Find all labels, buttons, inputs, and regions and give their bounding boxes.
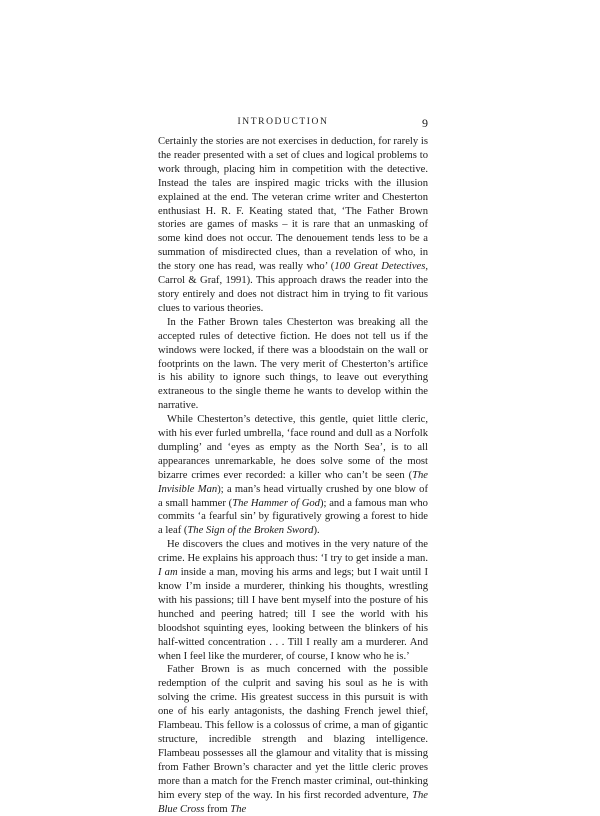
text-run: In the Father Brown tales Chesterton was breaking all the accepted rules of detective fiction. He does not tell us if the windows were locked, if there was a bloodstain on the wall or footprints on the lawn. The very merit of Chesterton’s artifice is his ability to ignore such things, to leave out everything extraneous to the single theme he wants to develop within the narrative. (158, 316, 428, 412)
paragraph-3 (158, 413, 428, 538)
paragraph-4 (158, 538, 428, 663)
body-text (158, 135, 428, 816)
italic-title: The Sign of the Broken Sword (187, 525, 314, 537)
paragraph-2 (158, 316, 428, 413)
text-run: He discovers the clues and motives in the very nature of the crime. He explains his approach thus: ‘I try to get inside a man. (158, 539, 428, 565)
text-run: from (204, 803, 231, 815)
paragraph-1 (158, 135, 428, 316)
text-run: ); a man’s head virtually crushed by one blow of a small hammer ( (158, 483, 428, 509)
italic-title: The Invisible Man (158, 469, 428, 495)
italic-title: The Hammer of God (232, 497, 320, 509)
text-run: Certainly the stories are not exercises in deduction, for rarely is the reader presented with a set of clues and logical problems to work through, placing him in competition with the detective. Instead the tales are inspired magic tricks with the illusion explained at the end. The veteran crime writer and Chesterton enthusiast H. R. F. Keating stated that, ‘The Father Brown stories are games of masks – it is rare that an unmasking of some kind does not occur. The denouement tends less to be a summation of misdirected clues, than a revelation of who, in the story one has read, was really who’ ( (158, 136, 428, 273)
paragraph-5 (158, 663, 428, 816)
text-run: Father Brown is as much concerned with the possible redemption of the culprit and saving his soul as he is with solving the crime. His greatest success in this pursuit is with one of his early antagonists, the dashing French jewel thief, Flambeau. This fellow is a colossus of crime, a man of gigantic structure, incredible strength and blazing intelligence. Flambeau possesses all the glamour and vitality that is missing from Father Brown’s character and yet the little cleric proves more than a match for the French master criminal, out-thinking him every step of the way. In his first recorded adventure, (158, 664, 428, 801)
text-run: ). (313, 525, 320, 537)
page-number: 9 (422, 116, 428, 130)
italic-title: The Blue Cross (158, 789, 428, 815)
page-header (158, 117, 428, 133)
text-run: inside a man, moving his arms and legs; but I wait until I know I’m inside a murderer, thinking his thoughts, wrestling with his passions; till I have bent myself into the posture of his hunched and peering hatred; till I see the world with his bloodshot squinting eyes, looking between the blinkers of his half-witted concentration . . . Till I really am a murderer. And when I feel like the murderer, of course, I know who he is.’ (158, 567, 428, 662)
running-head: INTRODUCTION (237, 117, 329, 127)
italic-title: 100 Great Detectives (334, 261, 426, 273)
italic-title: I am (158, 567, 178, 579)
italic-title: The (230, 803, 247, 815)
text-run: , Carrol & Graf, 1991). This approach draws the reader into the story entirely and does not distract him in trying to fit various clues to various theories. (158, 261, 429, 314)
text-run: While Chesterton’s detective, this gentle, quiet little cleric, with his ever furled umbrella, ‘face round and dull as a Norfolk dumpling’ and ‘eyes as empty as the North Sea’, is to all appearances unremarkable, he does solve some of the most bizarre crimes ever recorded: a killer who can’t be seen ( (158, 414, 428, 481)
text-run: ); and a famous man who commits ‘a fearful sin’ by figuratively growing a forest to hide a leaf ( (158, 497, 428, 537)
